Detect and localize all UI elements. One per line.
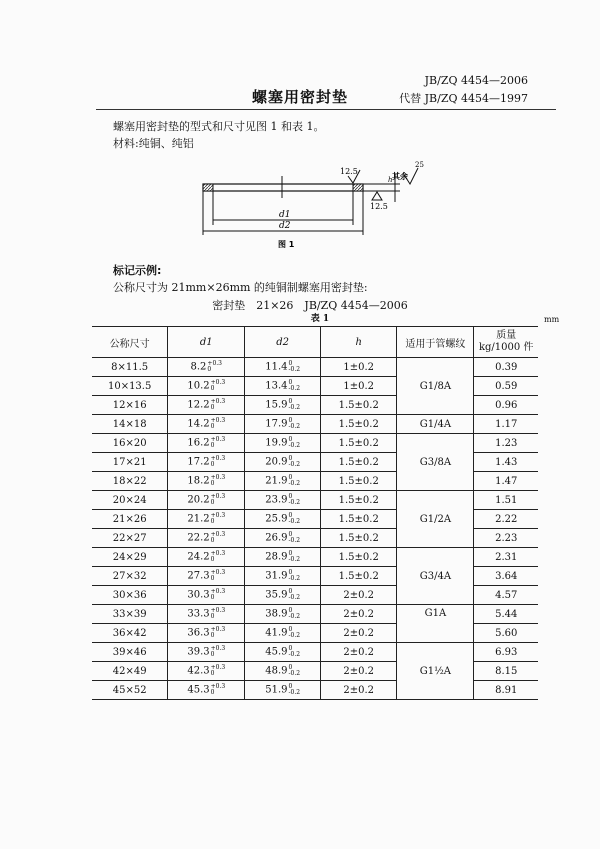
mass-cell: 6.93 bbox=[474, 643, 538, 662]
upper-tolerance: +0.3 bbox=[210, 379, 226, 386]
upper-tolerance: 0 bbox=[288, 398, 293, 405]
mass-cell: 1.17 bbox=[474, 415, 538, 434]
example-heading: 标记示例: bbox=[113, 264, 162, 277]
d1-cell-value: 42.3 bbox=[187, 665, 210, 677]
mass-cell: 5.60 bbox=[474, 624, 538, 643]
lower-tolerance: 0 bbox=[210, 632, 215, 639]
standard-code: JB/ZQ 4454—2006 bbox=[424, 74, 528, 87]
mass-cell: 4.57 bbox=[474, 586, 538, 605]
upper-tolerance: 0 bbox=[288, 664, 293, 671]
tolerance bbox=[211, 627, 226, 639]
lower-tolerance: -0.2 bbox=[288, 461, 301, 468]
upper-tolerance: +0.3 bbox=[210, 607, 226, 614]
lower-tolerance: 0 bbox=[210, 461, 215, 468]
d2-cell bbox=[245, 681, 321, 700]
d1-cell bbox=[168, 415, 245, 434]
dimension-table bbox=[92, 326, 538, 700]
d1-cell-value: 14.2 bbox=[187, 418, 210, 430]
h-cell: 1.5±0.2 bbox=[321, 567, 397, 586]
lower-tolerance: -0.2 bbox=[288, 537, 301, 544]
nominal-size-cell: 24×29 bbox=[92, 548, 168, 567]
tolerance bbox=[288, 475, 300, 487]
lower-tolerance: -0.2 bbox=[288, 651, 301, 658]
nominal-size-cell: 45×52 bbox=[92, 681, 168, 700]
d2-cell-value: 17.9 bbox=[265, 418, 288, 430]
upper-tolerance: +0.3 bbox=[210, 436, 226, 443]
nominal-size-cell: 27×32 bbox=[92, 567, 168, 586]
mass-cell: 1.47 bbox=[474, 472, 538, 491]
tolerance bbox=[211, 551, 226, 563]
mass-cell: 8.15 bbox=[474, 662, 538, 681]
rest-label: 其余 bbox=[392, 172, 408, 181]
upper-tolerance: +0.3 bbox=[210, 569, 226, 576]
d1-cell bbox=[168, 472, 245, 491]
d2-cell bbox=[245, 510, 321, 529]
tolerance bbox=[211, 532, 226, 544]
pipe-thread-cell: G1A bbox=[397, 605, 474, 643]
pipe-thread-cell: G3/8A bbox=[397, 434, 474, 491]
tolerance bbox=[288, 646, 300, 658]
figure-caption: 图 1 bbox=[278, 240, 295, 249]
d2-cell-value: 26.9 bbox=[265, 532, 288, 544]
mass-cell: 5.44 bbox=[474, 605, 538, 624]
d2-cell bbox=[245, 491, 321, 510]
lower-tolerance: -0.2 bbox=[288, 404, 301, 411]
d1-cell bbox=[168, 681, 245, 700]
h-cell: 1±0.2 bbox=[321, 358, 397, 377]
lower-tolerance: -0.2 bbox=[288, 575, 301, 582]
d2-cell-value: 51.9 bbox=[265, 684, 288, 696]
table-row bbox=[92, 605, 538, 624]
tolerance bbox=[288, 513, 300, 525]
header-rule bbox=[96, 109, 556, 110]
h-cell: 2±0.2 bbox=[321, 662, 397, 681]
pipe-thread-cell: G1½A bbox=[397, 643, 474, 700]
d1-label: d1 bbox=[279, 210, 291, 220]
upper-tolerance: +0.3 bbox=[210, 645, 226, 652]
d2-cell-value: 38.9 bbox=[265, 608, 288, 620]
d2-cell-value: 19.9 bbox=[265, 437, 288, 449]
lower-tolerance: 0 bbox=[210, 404, 215, 411]
upper-tolerance: +0.3 bbox=[210, 512, 226, 519]
h-cell: 1.5±0.2 bbox=[321, 453, 397, 472]
d2-cell-value: 21.9 bbox=[265, 475, 288, 487]
h-cell: 1.5±0.2 bbox=[321, 491, 397, 510]
upper-tolerance: +0.3 bbox=[210, 474, 226, 481]
d1-cell bbox=[168, 358, 245, 377]
d1-cell bbox=[168, 605, 245, 624]
lower-tolerance: -0.2 bbox=[288, 594, 301, 601]
upper-tolerance: +0.3 bbox=[210, 531, 226, 538]
tolerance bbox=[211, 665, 226, 677]
d2-cell-value: 41.9 bbox=[265, 627, 288, 639]
h-cell: 2±0.2 bbox=[321, 605, 397, 624]
d2-cell bbox=[245, 472, 321, 491]
nominal-size-cell: 20×24 bbox=[92, 491, 168, 510]
h-cell: 2±0.2 bbox=[321, 643, 397, 662]
table-row bbox=[92, 358, 538, 377]
mass-cell: 2.22 bbox=[474, 510, 538, 529]
d1-cell-value: 20.2 bbox=[187, 494, 210, 506]
nominal-size-cell: 33×39 bbox=[92, 605, 168, 624]
d2-cell bbox=[245, 434, 321, 453]
upper-tolerance: 0 bbox=[288, 550, 293, 557]
d1-cell bbox=[168, 434, 245, 453]
mass-cell: 0.59 bbox=[474, 377, 538, 396]
tolerance bbox=[211, 418, 226, 430]
d2-cell-value: 20.9 bbox=[265, 456, 288, 468]
d2-cell bbox=[245, 605, 321, 624]
tolerance bbox=[288, 418, 300, 430]
d1-cell bbox=[168, 377, 245, 396]
lower-tolerance: 0 bbox=[210, 556, 215, 563]
h-cell: 1.5±0.2 bbox=[321, 415, 397, 434]
mass-cell: 1.23 bbox=[474, 434, 538, 453]
d2-cell-value: 11.4 bbox=[265, 361, 288, 373]
gasket-section-left bbox=[203, 184, 213, 191]
d2-cell bbox=[245, 453, 321, 472]
replaces-code: 代替 JB/ZQ 4454—1997 bbox=[399, 92, 528, 105]
d2-cell-value: 48.9 bbox=[265, 665, 288, 677]
mass-cell: 3.64 bbox=[474, 567, 538, 586]
d1-cell bbox=[168, 453, 245, 472]
rest-value: 25 bbox=[415, 161, 424, 169]
d1-cell bbox=[168, 643, 245, 662]
upper-tolerance: +0.3 bbox=[210, 398, 226, 405]
nominal-size-cell: 39×46 bbox=[92, 643, 168, 662]
d1-cell-value: 45.3 bbox=[187, 684, 210, 696]
d2-cell bbox=[245, 662, 321, 681]
h-cell: 1.5±0.2 bbox=[321, 396, 397, 415]
upper-tolerance: +0.3 bbox=[210, 683, 226, 690]
d2-cell bbox=[245, 586, 321, 605]
lower-tolerance: -0.2 bbox=[288, 499, 301, 506]
lower-tolerance: 0 bbox=[210, 670, 215, 677]
lower-tolerance: 0 bbox=[210, 499, 215, 506]
lower-tolerance: -0.2 bbox=[288, 442, 301, 449]
d2-cell-value: 45.9 bbox=[265, 646, 288, 658]
lower-tolerance: 0 bbox=[210, 385, 215, 392]
d1-cell-value: 16.2 bbox=[187, 437, 210, 449]
upper-tolerance: 0 bbox=[288, 436, 293, 443]
pipe-thread-cell: G1/4A bbox=[397, 415, 474, 434]
d1-cell-value: 36.3 bbox=[187, 627, 210, 639]
nominal-size-cell: 10×13.5 bbox=[92, 377, 168, 396]
nominal-size-cell: 17×21 bbox=[92, 453, 168, 472]
tolerance bbox=[288, 551, 300, 563]
lower-tolerance: -0.2 bbox=[288, 689, 301, 696]
mass-cell: 0.39 bbox=[474, 358, 538, 377]
nominal-size-cell: 42×49 bbox=[92, 662, 168, 681]
pipe-thread-cell: G1/2A bbox=[397, 491, 474, 548]
lower-tolerance: -0.2 bbox=[288, 670, 301, 677]
lower-tolerance: 0 bbox=[210, 575, 215, 582]
upper-tolerance: +0.3 bbox=[210, 417, 226, 424]
upper-tolerance: 0 bbox=[288, 588, 293, 595]
upper-tolerance: 0 bbox=[288, 531, 293, 538]
lower-tolerance: 0 bbox=[210, 423, 215, 430]
upper-tolerance: 0 bbox=[288, 455, 293, 462]
d1-cell-value: 27.3 bbox=[187, 570, 210, 582]
tolerance bbox=[288, 494, 300, 506]
lower-tolerance: 0 bbox=[210, 613, 215, 620]
tolerance bbox=[288, 361, 300, 373]
nominal-size-cell: 22×27 bbox=[92, 529, 168, 548]
nominal-size-cell: 16×20 bbox=[92, 434, 168, 453]
table-row bbox=[92, 434, 538, 453]
lower-tolerance: -0.2 bbox=[288, 613, 301, 620]
lower-tolerance: -0.2 bbox=[288, 366, 301, 373]
tolerance bbox=[207, 361, 222, 373]
tolerance bbox=[211, 570, 226, 582]
upper-tolerance: 0 bbox=[288, 683, 293, 690]
tolerance bbox=[211, 646, 226, 658]
d2-cell-value: 25.9 bbox=[265, 513, 288, 525]
table-caption: 表 1 bbox=[310, 314, 330, 324]
h-cell: 1.5±0.2 bbox=[321, 529, 397, 548]
table-row bbox=[92, 491, 538, 510]
h-cell: 1.5±0.2 bbox=[321, 434, 397, 453]
d2-cell bbox=[245, 358, 321, 377]
tolerance bbox=[288, 665, 300, 677]
nominal-size-cell: 18×22 bbox=[92, 472, 168, 491]
upper-tolerance: +0.3 bbox=[210, 626, 226, 633]
d1-cell bbox=[168, 624, 245, 643]
d1-cell-value: 22.2 bbox=[187, 532, 210, 544]
upper-tolerance: 0 bbox=[288, 512, 293, 519]
mass-cell: 2.23 bbox=[474, 529, 538, 548]
lower-tolerance: -0.2 bbox=[288, 632, 301, 639]
unit-label: mm bbox=[544, 315, 560, 324]
tolerance bbox=[288, 627, 300, 639]
upper-tolerance: 0 bbox=[288, 645, 293, 652]
tolerance bbox=[211, 380, 226, 392]
nominal-size-cell: 8×11.5 bbox=[92, 358, 168, 377]
tolerance bbox=[288, 589, 300, 601]
lower-tolerance: -0.2 bbox=[288, 385, 301, 392]
header-pipe-thread: 适用于管螺纹 bbox=[397, 327, 474, 358]
nominal-size-cell: 14×18 bbox=[92, 415, 168, 434]
d1-cell bbox=[168, 567, 245, 586]
tolerance bbox=[288, 456, 300, 468]
roughness-value: 12.5 bbox=[340, 167, 358, 176]
d2-cell bbox=[245, 396, 321, 415]
nominal-size-cell: 30×36 bbox=[92, 586, 168, 605]
d1-cell-value: 18.2 bbox=[187, 475, 210, 487]
d2-cell-value: 13.4 bbox=[265, 380, 288, 392]
gasket-section-right bbox=[353, 184, 363, 191]
pipe-thread-cell: G3/4A bbox=[397, 548, 474, 605]
figure-1-drawing bbox=[190, 160, 430, 250]
header-d2: d2 bbox=[245, 327, 321, 358]
tolerance bbox=[288, 608, 300, 620]
d2-cell-value: 35.9 bbox=[265, 589, 288, 601]
d2-cell bbox=[245, 548, 321, 567]
d1-cell bbox=[168, 510, 245, 529]
tolerance bbox=[288, 532, 300, 544]
tolerance bbox=[211, 494, 226, 506]
d2-cell bbox=[245, 624, 321, 643]
tolerance bbox=[211, 513, 226, 525]
lower-tolerance: 0 bbox=[210, 689, 215, 696]
d1-cell-value: 17.2 bbox=[187, 456, 210, 468]
d2-cell-value: 28.9 bbox=[265, 551, 288, 563]
lower-tolerance: 0 bbox=[210, 518, 215, 525]
d2-cell bbox=[245, 567, 321, 586]
d2-cell-value: 15.9 bbox=[265, 399, 288, 411]
d2-cell bbox=[245, 377, 321, 396]
d2-cell bbox=[245, 415, 321, 434]
upper-tolerance: 0 bbox=[288, 569, 293, 576]
upper-tolerance: +0.3 bbox=[210, 664, 226, 671]
d1-cell bbox=[168, 662, 245, 681]
d1-cell bbox=[168, 548, 245, 567]
d1-cell-value: 39.3 bbox=[187, 646, 210, 658]
tolerance bbox=[211, 589, 226, 601]
tolerance bbox=[288, 437, 300, 449]
h-cell: 2±0.2 bbox=[321, 624, 397, 643]
standard-number bbox=[399, 72, 528, 108]
upper-tolerance: 0 bbox=[288, 360, 293, 367]
tolerance bbox=[211, 399, 226, 411]
table-row bbox=[92, 643, 538, 662]
nominal-size-cell: 36×42 bbox=[92, 624, 168, 643]
header-h: h bbox=[321, 327, 397, 358]
header-mass: 质量 kg/1000 件 bbox=[474, 327, 538, 358]
d1-cell-value: 10.2 bbox=[187, 380, 210, 392]
lower-tolerance: 0 bbox=[210, 442, 215, 449]
lower-tolerance: -0.2 bbox=[288, 518, 301, 525]
roughness-symbol bbox=[372, 192, 382, 200]
example-description: 公称尺寸为 21mm×26mm 的纯铜制螺塞用密封垫: bbox=[113, 281, 368, 294]
d1-cell-value: 24.2 bbox=[187, 551, 210, 563]
gasket-outline bbox=[203, 184, 363, 191]
lower-tolerance: 0 bbox=[207, 366, 212, 373]
tolerance bbox=[211, 475, 226, 487]
intro-line: 螺塞用密封垫的型式和尺寸见图 1 和表 1。 bbox=[113, 120, 325, 133]
roughness-value: 12.5 bbox=[370, 202, 388, 211]
lower-tolerance: 0 bbox=[210, 651, 215, 658]
d2-cell bbox=[245, 643, 321, 662]
upper-tolerance: 0 bbox=[288, 379, 293, 386]
mass-cell: 2.31 bbox=[474, 548, 538, 567]
pipe-thread-cell: G1/8A bbox=[397, 358, 474, 415]
marking-example: 密封垫 21×26 JB/ZQ 4454—2006 bbox=[212, 299, 408, 312]
h-cell: 2±0.2 bbox=[321, 586, 397, 605]
lower-tolerance: -0.2 bbox=[288, 556, 301, 563]
d2-cell bbox=[245, 529, 321, 548]
d2-cell-value: 23.9 bbox=[265, 494, 288, 506]
tolerance bbox=[211, 608, 226, 620]
material-line: 材料:纯铜、纯铝 bbox=[113, 137, 194, 150]
h-cell: 1.5±0.2 bbox=[321, 510, 397, 529]
d1-cell-value: 33.3 bbox=[187, 608, 210, 620]
upper-tolerance: 0 bbox=[288, 607, 293, 614]
tolerance bbox=[288, 380, 300, 392]
upper-tolerance: +0.3 bbox=[210, 493, 226, 500]
h-cell: 2±0.2 bbox=[321, 681, 397, 700]
table-row bbox=[92, 548, 538, 567]
lower-tolerance: -0.2 bbox=[288, 423, 301, 430]
upper-tolerance: +0.3 bbox=[210, 455, 226, 462]
d2-label: d2 bbox=[279, 221, 291, 231]
h-cell: 1.5±0.2 bbox=[321, 472, 397, 491]
lower-tolerance: 0 bbox=[210, 594, 215, 601]
mass-cell: 1.51 bbox=[474, 491, 538, 510]
d1-cell-value: 8.2 bbox=[190, 361, 207, 373]
mass-cell: 1.43 bbox=[474, 453, 538, 472]
tolerance bbox=[211, 456, 226, 468]
d1-cell bbox=[168, 586, 245, 605]
table-header-row bbox=[92, 327, 538, 358]
table-row bbox=[92, 415, 538, 434]
upper-tolerance: +0.3 bbox=[210, 550, 226, 557]
header-d1: d1 bbox=[168, 327, 245, 358]
tolerance bbox=[288, 684, 300, 696]
d2-cell-value: 31.9 bbox=[265, 570, 288, 582]
h-cell: 1.5±0.2 bbox=[321, 548, 397, 567]
mass-cell: 8.91 bbox=[474, 681, 538, 700]
d1-cell-value: 21.2 bbox=[187, 513, 210, 525]
nominal-size-cell: 21×26 bbox=[92, 510, 168, 529]
upper-tolerance: 0 bbox=[288, 417, 293, 424]
upper-tolerance: +0.3 bbox=[210, 588, 226, 595]
d1-cell bbox=[168, 491, 245, 510]
h-cell: 1±0.2 bbox=[321, 377, 397, 396]
mass-cell: 0.96 bbox=[474, 396, 538, 415]
d1-cell bbox=[168, 396, 245, 415]
d1-cell bbox=[168, 529, 245, 548]
tolerance bbox=[288, 570, 300, 582]
h-label: h bbox=[388, 176, 393, 184]
lower-tolerance: 0 bbox=[210, 537, 215, 544]
d1-cell-value: 30.3 bbox=[187, 589, 210, 601]
lower-tolerance: 0 bbox=[210, 480, 215, 487]
tolerance bbox=[288, 399, 300, 411]
upper-tolerance: 0 bbox=[288, 493, 293, 500]
nominal-size-cell: 12×16 bbox=[92, 396, 168, 415]
d1-cell-value: 12.2 bbox=[187, 399, 210, 411]
header-nominal-size: 公称尺寸 bbox=[92, 327, 168, 358]
upper-tolerance: 0 bbox=[288, 474, 293, 481]
tolerance bbox=[211, 684, 226, 696]
upper-tolerance: 0 bbox=[288, 626, 293, 633]
lower-tolerance: -0.2 bbox=[288, 480, 301, 487]
upper-tolerance: +0.3 bbox=[207, 360, 222, 367]
tolerance bbox=[211, 437, 226, 449]
page-title: 螺塞用密封垫 bbox=[251, 88, 348, 106]
